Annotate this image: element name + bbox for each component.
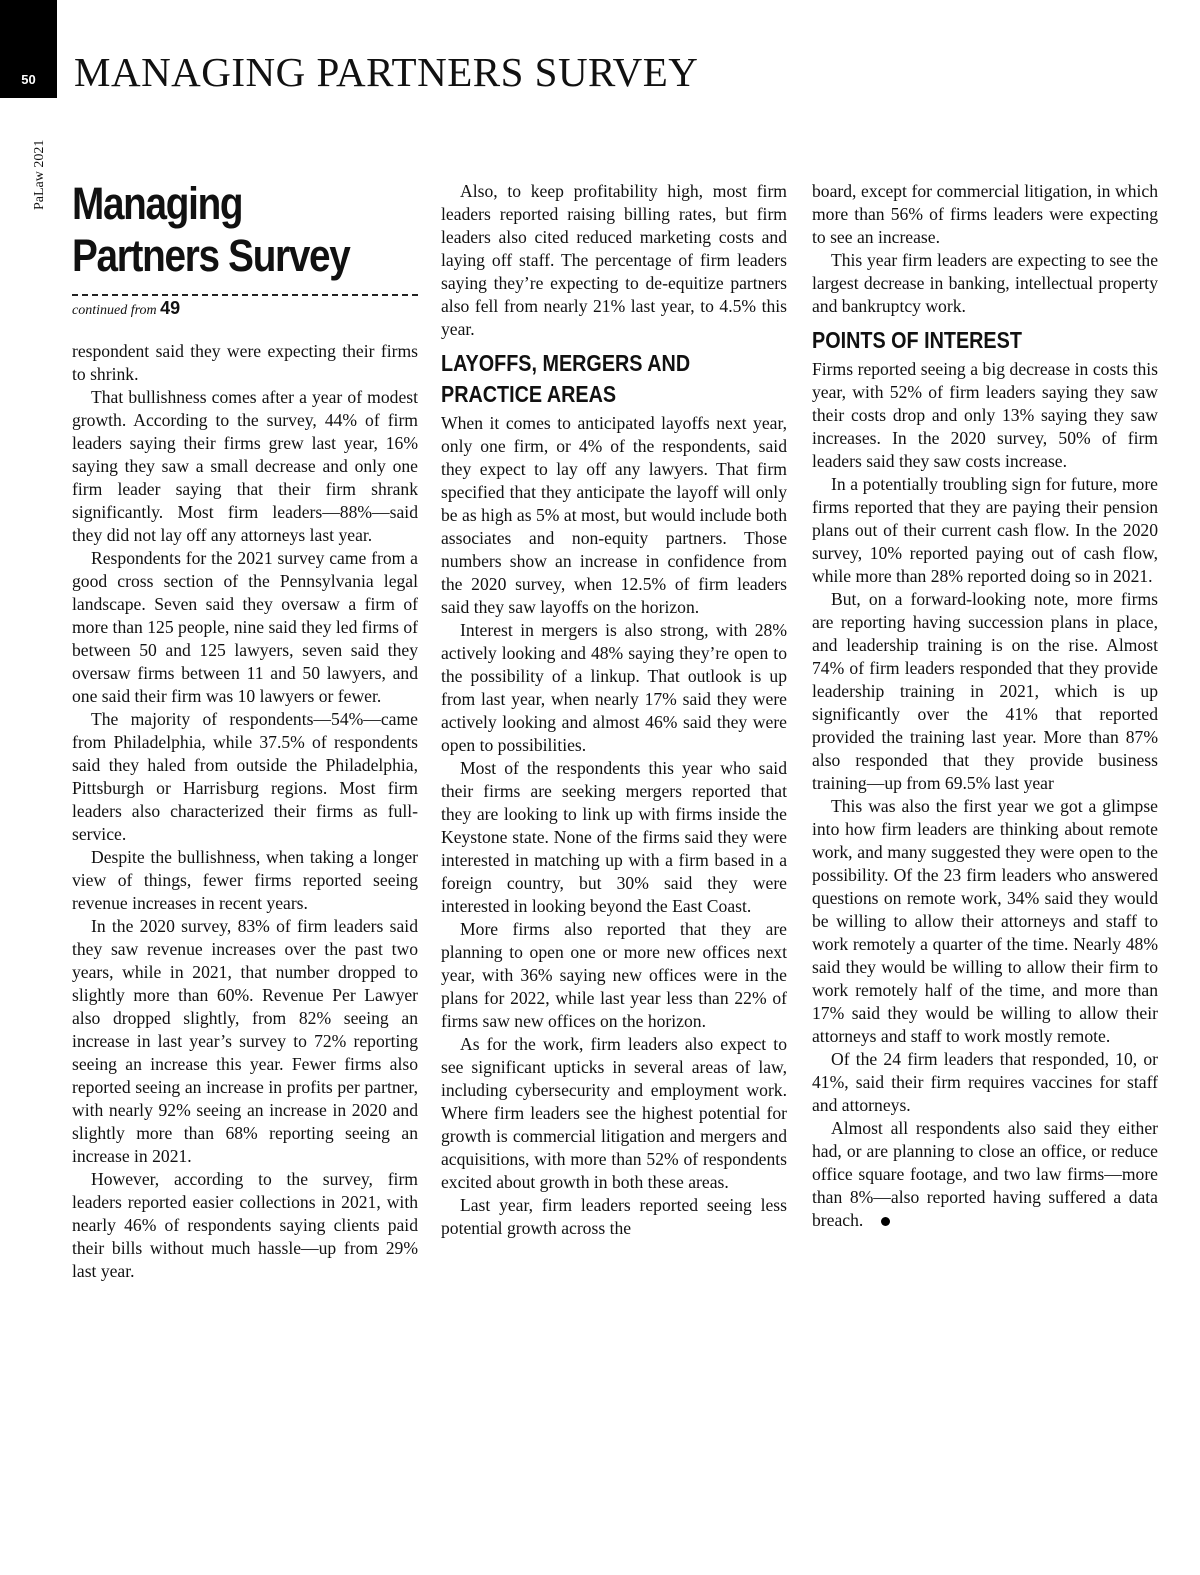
paragraph: In a potentially troubling sign for future, more firms reported that they are paying their pension plans out of their current cash flow. In the 2020 survey, 10% reported paying out of cash flow, while more than 28% reported doing so in 2021. [812,474,1158,586]
paragraph: Interest in mergers is also strong, with 28% actively looking and 48% saying they’re open to the possibility of a linkup. That outlook is up from last year, when nearly 17% said they were actively looking and almost 46% said they were open to possibilities. [441,620,787,755]
running-head: MANAGING PARTNERS SURVEY [74,49,699,95]
paragraph: Despite the bullishness, when taking a longer view of things, fewer firms reported seeing revenue increases in recent years. [72,847,418,913]
subhead-line-2: PRACTICE AREAS [441,381,617,407]
article-headline [72,178,370,282]
paragraph: This year firm leaders are expecting to see the largest decrease in banking, intellectual property and bankruptcy work. [812,250,1158,316]
continued-label: continued from [72,303,157,318]
page-number: 50 [21,72,36,87]
paragraph: respondent said they were expecting their firms to shrink. [72,341,418,384]
continued-from [72,298,180,319]
column-1 [72,340,418,1283]
column-2 [441,180,787,1240]
headline-line-1: Managing [72,178,243,229]
paragraph: However, according to the survey, firm leaders reported easier collections in 2021, with nearly 46% of respondents saying clients paid their bills without much hassle—up from 29% last year. [72,1169,418,1281]
headline-line-2: Partners Survey [72,230,350,281]
paragraph: As for the work, firm leaders also expect to see significant upticks in several areas of law, including cybersecurity and employment work. Where firm leaders see the highest potential for growth is commercial litigation and mergers and acquisitions, with more than 52% of respondents excited about growth in both these areas. [441,1034,787,1192]
paragraph-final [812,1117,1158,1232]
end-of-article-mark [881,1217,890,1226]
subhead-line-1: LAYOFFS, MERGERS AND [441,350,691,376]
paragraph: Most of the respondents this year who said their firms are seeking mergers reported that they are looking to link up with firms inside the Keystone state. None of the firms said they were interested in matching up with a firm based in a foreign country, but 30% said they were interested in looking beyond the East Coast. [441,758,787,916]
paragraph: When it comes to anticipated layoffs next year, only one firm, or 4% of the respondents, said they expect to lay off any lawyers. That firm specified that they anticipate the layoff will only be as high as 5% at most, but would include both associates and non-equity partners. Those numbers show an increase in confidence from the 2020 survey, when 12.5% of firm leaders said they saw layoffs on the horizon. [441,413,787,617]
side-label: PaLaw 2021 [32,139,47,210]
paragraph: The majority of respondents—54%—came from Philadelphia, while 37.5% of respondents said they haled from outside the Philadelphia, Pittsburgh or Harrisburg regions. Most firm leaders also characterized their firms as full-service. [72,709,418,844]
dashed-divider [72,294,418,296]
paragraph: Last year, firm leaders reported seeing less potential growth across the [441,1195,787,1238]
subhead-points-of-interest: POINTS OF INTEREST [812,327,1022,353]
paragraph: More firms also reported that they are planning to open one or more new offices next year, with 36% saying new offices were in the plans for 2022, while last year less than 22% of firms saw new offices on the horizon. [441,919,787,1031]
paragraph: That bullishness comes after a year of modest growth. According to the survey, 44% of firm leaders saying their firms grew last year, 16% saying they saw a small decrease and only one firm leader saying that their firm shrank significantly. Most firm leaders—88%—said they did not lay off any attorneys last year. [72,387,418,545]
paragraph: Respondents for the 2021 survey came from a good cross section of the Pennsylvania legal landscape. Seven said they oversaw a firm of more than 125 people, nine said they led firms of between 50 and 125 lawyers, seven said they oversaw firms between 11 and 50 lawyers, and one said their firm was 10 lawyers or fewer. [72,548,418,706]
paragraph: But, on a forward-looking note, more firms are reporting having succession plans in place, and leadership training is on the rise. Almost 74% of firm leaders responded that they provide leadership training in 2021, which is up significantly over the 41% that reported provided the training last year. More than 87% also responded that they provide business training—up from 69.5% last year [812,589,1158,793]
subhead-layoffs-mergers [441,348,739,410]
continued-page: 49 [160,298,181,318]
paragraph: board, except for commercial litigation, in which more than 56% of firms leaders were expecting to see an increase. [812,181,1158,247]
paragraph: Firms reported seeing a big decrease in costs this year, with 52% of firm leaders saying they saw their costs drop and only 13% saying they saw increases. In the 2020 survey, 50% of firm leaders said they saw costs increase. [812,359,1158,471]
paragraph: In the 2020 survey, 83% of firm leaders said they saw revenue increases over the past two years, while in 2021, that number dropped to slightly more than 60%. Revenue Per Lawyer also dropped slightly, from 82% seeing an increase in last year’s survey to 72% reporting seeing an increase this year. Fewer firms also reported seeing an increase in profits per partner, with nearly 92% seeing an increase in 2020 and slightly more than 68% reporting seeing an increase in 2021. [72,916,418,1166]
paragraph: This was also the first year we got a glimpse into how firm leaders are thinking about remote work, and many suggested they were open to the possibility. Of the 23 firm leaders who answered questions on remote work, 34% said they would be willing to allow their attorneys and staff to work remotely a quarter of the time. Nearly 48% said they would be willing to allow their firm to work remotely half of the time, and more than 17% said they would be willing to allow their attorneys and staff to work mostly remote. [812,796,1158,1046]
column-3 [812,180,1158,1232]
paragraph: Of the 24 firm leaders that responded, 10, or 41%, said their firm requires vaccines for staff and attorneys. [812,1049,1158,1115]
final-paragraph-text: Almost all respondents also said they either had, or are planning to close an office, or reduce office square footage, and two law firms—more than 8%—also reported having suffered a data breach. [812,1118,1158,1230]
paragraph: Also, to keep profitability high, most firm leaders reported raising billing rates, but firm leaders also cited reduced marketing costs and laying off staff. The percentage of firm leaders saying they’re expecting to de-equitize partners also fell from nearly 21% last year, to 4.5% this year. [441,181,787,339]
